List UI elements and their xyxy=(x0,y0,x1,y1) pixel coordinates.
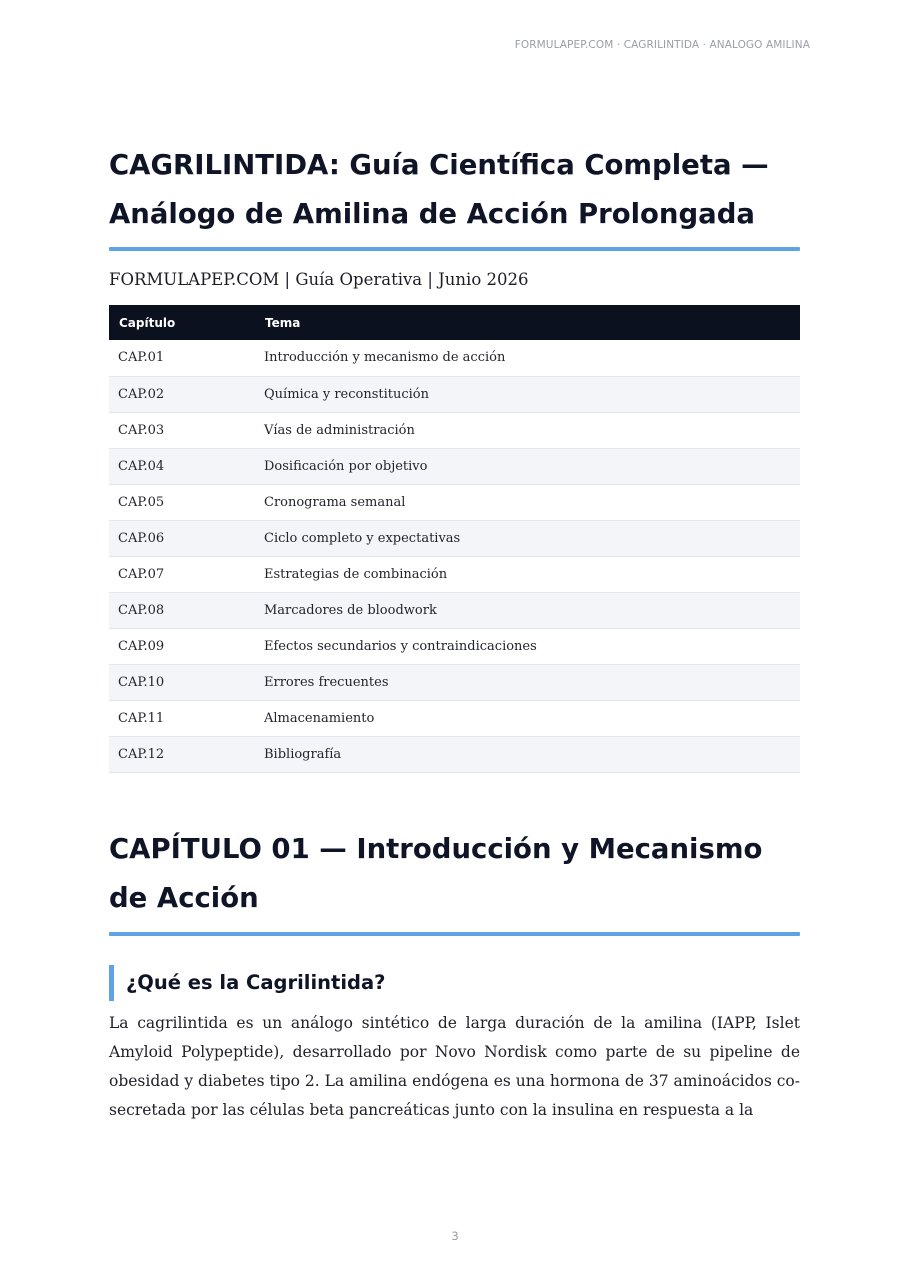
toc-topic-cell: Ciclo completo y expectativas xyxy=(255,520,800,556)
toc-row xyxy=(109,664,800,700)
toc-row xyxy=(109,628,800,664)
toc-row xyxy=(109,556,800,592)
chapter-title: CAPÍTULO 01 — Introducción y Mecanismo de Acción xyxy=(109,832,763,914)
toc-chapter-cell: CAP.06 xyxy=(109,520,255,556)
toc-chapter-cell: CAP.08 xyxy=(109,592,255,628)
toc-row xyxy=(109,736,800,772)
toc-row xyxy=(109,484,800,520)
toc-chapter-cell: CAP.09 xyxy=(109,628,255,664)
toc-topic-cell: Cronograma semanal xyxy=(255,484,800,520)
chapter-divider xyxy=(109,932,800,936)
document-meta-line: FORMULAPEP.COM | Guía Operativa | Junio 2026 xyxy=(109,270,529,289)
toc-header-chapter: Capítulo xyxy=(109,305,255,340)
toc-row xyxy=(109,700,800,736)
title-divider xyxy=(109,247,800,251)
toc-topic-cell: Almacenamiento xyxy=(255,700,800,736)
toc-topic-cell: Efectos secundarios y contraindicaciones xyxy=(255,628,800,664)
toc-chapter-cell: CAP.05 xyxy=(109,484,255,520)
toc-row xyxy=(109,340,800,376)
table-of-contents xyxy=(109,305,800,773)
toc-body xyxy=(109,340,800,772)
toc-chapter-cell: CAP.02 xyxy=(109,376,255,412)
toc-topic-cell: Bibliografía xyxy=(255,736,800,772)
running-header: FORMULAPEP.COM · CAGRILINTIDA · ANALOGO AMILINA xyxy=(514,39,810,51)
toc-row xyxy=(109,376,800,412)
toc-topic-cell: Marcadores de bloodwork xyxy=(255,592,800,628)
toc-header-row xyxy=(109,305,800,340)
toc-topic-cell: Errores frecuentes xyxy=(255,664,800,700)
toc-chapter-cell: CAP.04 xyxy=(109,448,255,484)
toc-chapter-cell: CAP.07 xyxy=(109,556,255,592)
toc-chapter-cell: CAP.03 xyxy=(109,412,255,448)
toc-chapter-cell: CAP.12 xyxy=(109,736,255,772)
toc-chapter-cell: CAP.11 xyxy=(109,700,255,736)
page-number: 3 xyxy=(451,1229,459,1243)
toc-topic-cell: Vías de administración xyxy=(255,412,800,448)
toc-chapter-cell: CAP.10 xyxy=(109,664,255,700)
page-content xyxy=(109,141,800,1125)
toc-header-topic: Tema xyxy=(255,305,800,340)
document-title: CAGRILINTIDA: Guía Científica Completa — Análogo de Amilina de Acción Prolongada xyxy=(109,149,769,230)
chapter-01 xyxy=(109,825,800,1125)
toc-row xyxy=(109,520,800,556)
section-heading: ¿Qué es la Cagrilintida? xyxy=(109,965,800,1001)
toc-row xyxy=(109,592,800,628)
toc-topic-cell: Química y reconstitución xyxy=(255,376,800,412)
toc-row xyxy=(109,448,800,484)
body-paragraph: La cagrilintida es un análogo sintético de larga duración de la amilina (IAPP, Islet Amyloid Polypeptide), desarrollado por Novo Nordisk como parte de su pipeline de obesidad y diabetes tipo 2. La amilina endógena es una hormona de 37 aminoácidos co-secretada por las células beta pancreáticas junto con la insulina en respuesta a la xyxy=(109,1013,800,1119)
toc-topic-cell: Introducción y mecanismo de acción xyxy=(255,340,800,376)
toc-topic-cell: Dosificación por objetivo xyxy=(255,448,800,484)
toc-row xyxy=(109,412,800,448)
toc-chapter-cell: CAP.01 xyxy=(109,340,255,376)
document-title-block xyxy=(109,141,800,251)
toc-topic-cell: Estrategias de combinación xyxy=(255,556,800,592)
